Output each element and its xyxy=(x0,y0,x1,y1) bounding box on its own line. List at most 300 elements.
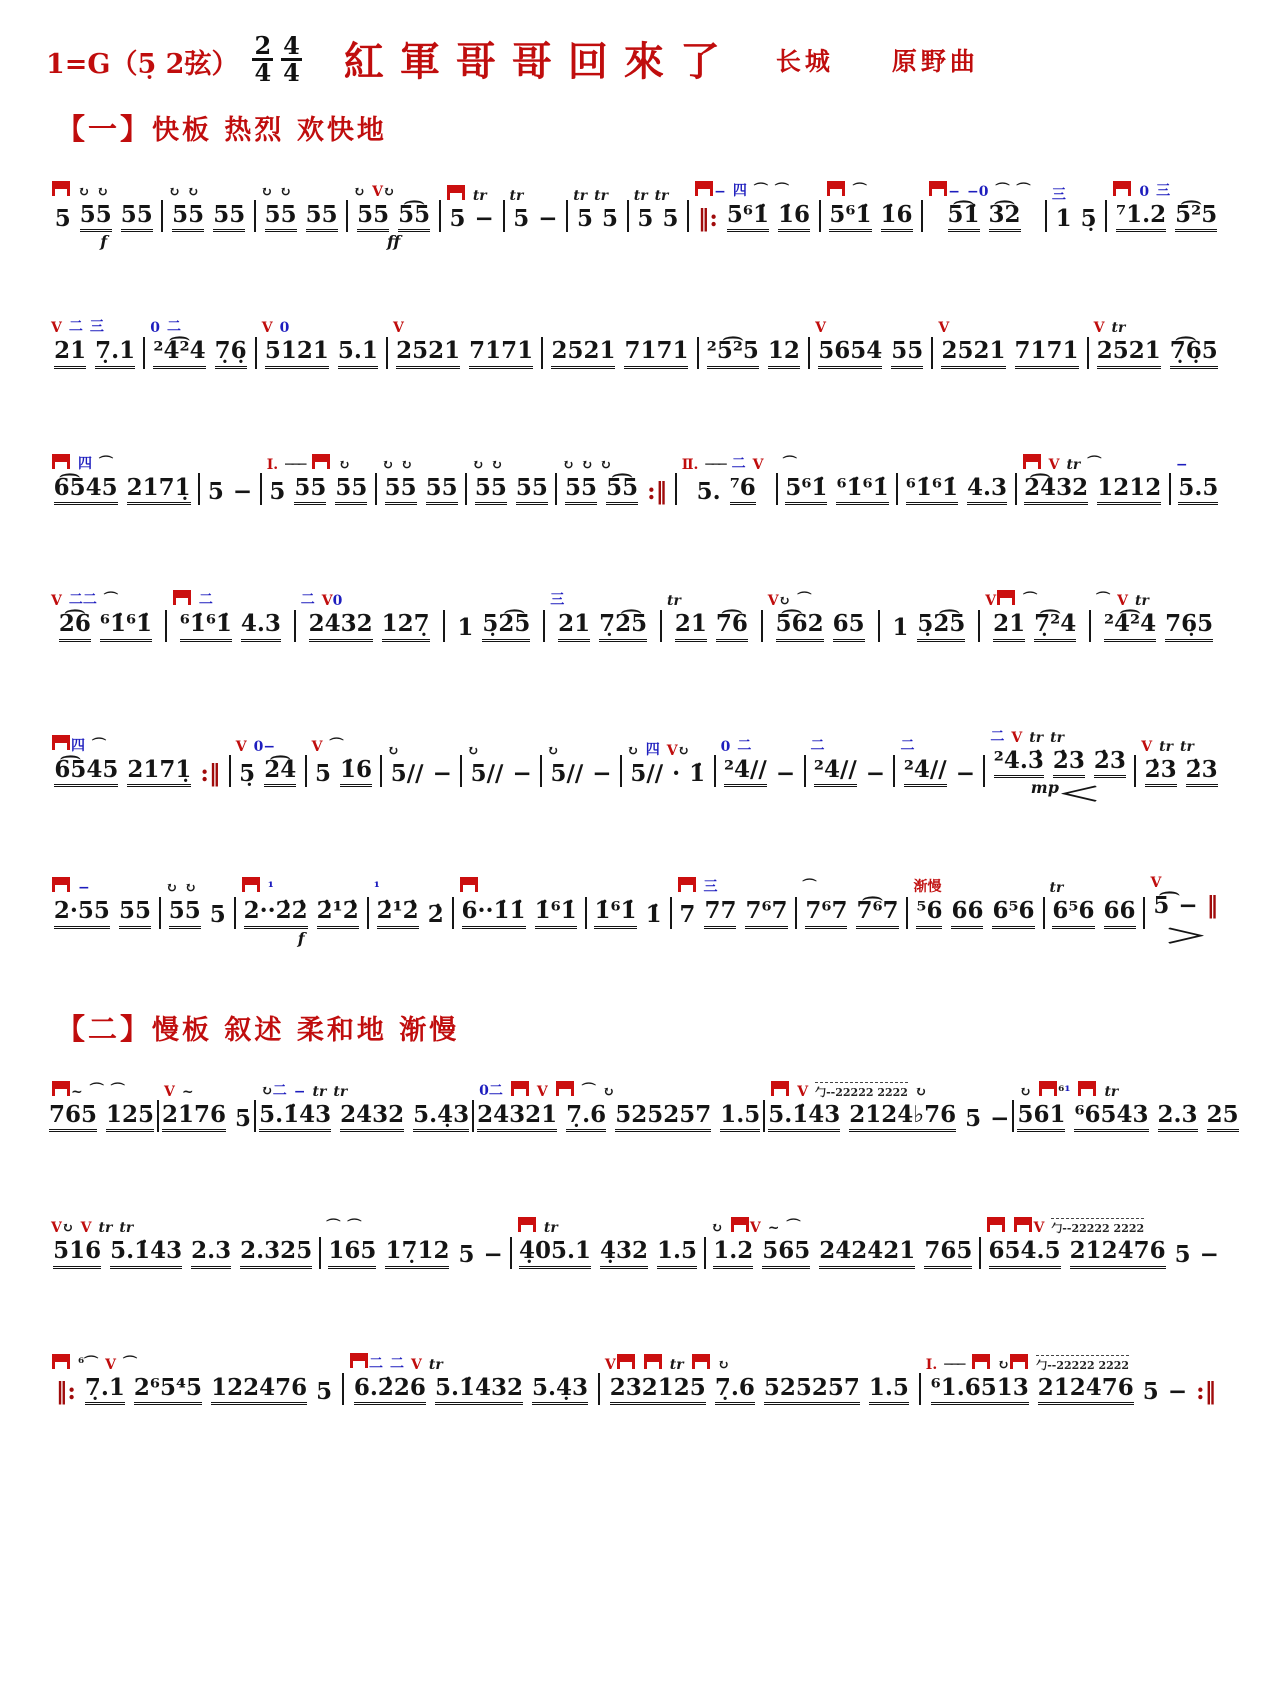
note-group: 5 xyxy=(269,477,286,505)
measure xyxy=(1045,870,1144,948)
measure-dynamics xyxy=(508,232,564,252)
bow-mark: ⌒ xyxy=(753,183,768,199)
measure xyxy=(46,310,143,388)
articulation-mark xyxy=(754,180,768,200)
articulation-mark xyxy=(517,1217,537,1236)
measure-dynamics xyxy=(590,929,667,949)
articulation-mark xyxy=(51,454,71,473)
articulation-mark xyxy=(582,1080,596,1100)
measure-notes xyxy=(692,202,816,232)
note-group: 1̇6 xyxy=(881,202,913,232)
finger-mark: 0 xyxy=(479,1082,489,1099)
measure-annotations xyxy=(299,583,440,609)
ornament-mark: t xyxy=(633,188,641,204)
bow-flag-icon xyxy=(997,590,1015,605)
bow-mark: ↻ xyxy=(261,1082,273,1099)
note-group: ²4͡²4 xyxy=(1104,611,1156,641)
bow-mark: ↻ xyxy=(1019,1083,1032,1100)
measure-notes xyxy=(1048,898,1141,928)
note-group: − xyxy=(512,759,532,787)
measure-annotations xyxy=(719,729,801,755)
note-group: 2̇¹2̇ xyxy=(317,898,359,928)
measure-annotations xyxy=(49,447,195,473)
measure-dynamics xyxy=(781,505,893,525)
measure-annotations xyxy=(380,447,462,473)
finger-mark: 二 xyxy=(68,319,83,336)
bow-flag-icon xyxy=(617,1354,635,1369)
measure-notes xyxy=(571,206,623,232)
note-group: ⁶1.6513 xyxy=(931,1375,1029,1405)
measure-dynamics xyxy=(148,369,251,389)
note-group: 1.2 xyxy=(713,1238,753,1268)
articulation-mark xyxy=(280,184,292,200)
note-group: 1̇ xyxy=(689,759,706,787)
note-group: 7̣2͡5 xyxy=(599,611,647,641)
articulation-mark xyxy=(802,876,816,896)
up-bow-icon: V xyxy=(666,742,678,759)
note-group: 7͡⁶7 xyxy=(856,898,898,928)
finger-mark: 0 xyxy=(978,184,989,200)
note-group: 2͡6 xyxy=(59,611,91,641)
measure-dynamics xyxy=(632,232,684,252)
measure-notes xyxy=(162,1102,251,1132)
dynamic-mark: f xyxy=(297,928,305,948)
music-system xyxy=(46,1347,1226,1425)
measure-annotations xyxy=(984,1210,1223,1236)
articulation-mark xyxy=(1150,875,1161,891)
measure-notes xyxy=(926,202,1042,232)
note-group: 2432 xyxy=(340,1102,404,1132)
articulation-mark xyxy=(670,1357,684,1373)
measure-notes xyxy=(260,338,383,368)
articulation-mark xyxy=(691,1354,711,1373)
measure xyxy=(307,729,381,807)
articulation-mark xyxy=(111,1080,125,1100)
measure xyxy=(236,870,367,948)
ornament-mark: t xyxy=(98,1220,105,1237)
measure xyxy=(1145,865,1226,948)
dynamic-mark: mp xyxy=(1030,778,1059,798)
bow-mark: ⌒ xyxy=(329,737,344,754)
articulation-mark xyxy=(294,1084,306,1100)
ornament-mark: t xyxy=(667,593,674,610)
note-group: 525257 xyxy=(764,1375,860,1405)
bow-mark: ↻ xyxy=(581,456,593,473)
articulation-mark xyxy=(119,1220,133,1236)
bow-flag-icon xyxy=(312,454,330,469)
bow-flag-icon xyxy=(1078,1081,1096,1096)
measure-dynamics xyxy=(49,787,226,807)
note-group: 5 xyxy=(316,1377,333,1405)
articulation-mark xyxy=(768,1220,780,1236)
articulation-mark xyxy=(123,1353,137,1373)
finger-mark: 三 xyxy=(703,879,718,896)
bow-flag-icon xyxy=(242,877,260,892)
note-group: ²4∕∕ xyxy=(724,757,767,787)
measure xyxy=(980,583,1089,661)
articulation-mark xyxy=(261,1080,287,1100)
measure-notes xyxy=(809,757,891,787)
up-bow-icon: V xyxy=(321,593,333,610)
measure xyxy=(46,870,159,948)
bow-mark: ⌒ xyxy=(84,1355,99,1372)
measure-dynamics xyxy=(234,787,302,807)
measure xyxy=(46,1074,157,1152)
music-system xyxy=(46,1074,1239,1152)
note-group: 212476 xyxy=(1070,1238,1166,1268)
note-group: 7̣͡6̣5 xyxy=(1170,338,1218,368)
time-signatures xyxy=(252,28,301,85)
finger-mark: 二 xyxy=(82,592,97,609)
articulation-mark xyxy=(718,1357,730,1373)
articulation-mark xyxy=(1029,730,1043,746)
measure-notes xyxy=(170,611,291,641)
finger-mark: 二 xyxy=(737,737,752,754)
note-group: 55 xyxy=(565,475,597,505)
articulation-mark xyxy=(1019,1084,1031,1100)
measure-notes xyxy=(988,748,1131,778)
finger-mark: ¹ xyxy=(1064,1083,1071,1100)
note-group: 1212 xyxy=(1097,475,1161,505)
articulation-mark xyxy=(164,1084,175,1100)
articulation-mark xyxy=(261,184,273,200)
note-group: 7171 xyxy=(1015,338,1079,368)
bow-mark: ↻ xyxy=(677,742,690,759)
ornament-mark: r xyxy=(479,188,487,204)
measure-dynamics xyxy=(166,232,250,252)
up-bow-icon: V xyxy=(105,1356,117,1373)
note-group: ²4͡²4 xyxy=(153,338,205,368)
measure-annotations xyxy=(546,310,693,336)
articulation-mark xyxy=(605,1354,636,1373)
articulation-mark xyxy=(98,1220,112,1236)
articulation-mark xyxy=(900,735,914,755)
measure-annotations xyxy=(49,1347,339,1373)
ornament-mark: t xyxy=(472,188,480,204)
note-group: 5̣ xyxy=(1080,205,1097,232)
bow-mark: ↻ xyxy=(997,1356,1010,1373)
measure-annotations xyxy=(265,447,372,473)
up-bow-icon: V xyxy=(938,320,950,337)
measure xyxy=(662,583,761,661)
note-group: 3͡2 xyxy=(989,202,1021,232)
measure xyxy=(689,174,819,252)
articulation-mark xyxy=(594,188,608,204)
measure-notes xyxy=(800,898,903,928)
measure-annotations xyxy=(1050,178,1102,204)
ornament-mark: r xyxy=(579,188,588,204)
measure-annotations xyxy=(1148,865,1223,891)
up-bow-icon: V xyxy=(393,320,404,337)
volta-line: ─── xyxy=(705,456,725,473)
note-group: ²4∕∕ xyxy=(904,757,947,787)
measure-annotations xyxy=(924,1347,1223,1373)
decrescendo-hairpin: ＞ xyxy=(1163,923,1208,948)
measure-annotations xyxy=(310,729,378,755)
measure-annotations xyxy=(692,174,816,200)
finger-mark: 0 xyxy=(1139,184,1150,200)
measure xyxy=(981,1210,1226,1288)
ornament-mark: r xyxy=(673,593,681,610)
measure-notes xyxy=(477,1102,760,1132)
note-group: 5.1̇432 xyxy=(435,1375,523,1405)
articulation-mark xyxy=(555,1081,575,1100)
note-group: 5∕∕ xyxy=(390,759,424,787)
articulation-mark xyxy=(1180,739,1194,755)
articulation-mark xyxy=(90,316,104,336)
articulation-mark xyxy=(262,320,273,336)
measure xyxy=(1107,174,1226,252)
articulation-mark xyxy=(995,180,1009,200)
bow-mark: ↻ xyxy=(547,742,559,759)
note-group: 4̣32 xyxy=(600,1238,648,1268)
bow-mark: ↻ xyxy=(165,880,178,897)
finger-mark: 二 xyxy=(488,1082,503,1099)
articulation-mark xyxy=(329,735,343,755)
measure xyxy=(512,1210,704,1288)
note-group: 5⁶1̇ xyxy=(785,475,827,505)
measure-annotations xyxy=(1110,174,1223,200)
note-group: 6··1̇1̇ xyxy=(462,898,526,928)
bow-mark: ⌒ xyxy=(802,879,817,896)
ornament-mark: t xyxy=(1111,320,1118,337)
measure xyxy=(622,733,714,807)
bow-flag-icon xyxy=(52,877,70,892)
measure-annotations xyxy=(162,1074,251,1100)
articulation-mark xyxy=(51,593,62,609)
finger-mark: 二 xyxy=(900,737,915,754)
measure-annotations xyxy=(548,583,657,609)
note-group: 2521 xyxy=(1097,338,1161,368)
measure-annotations xyxy=(983,583,1086,609)
ornament-mark: r xyxy=(600,188,608,204)
note-group: ²5͡²5 xyxy=(707,338,759,368)
measure-notes xyxy=(1148,893,1223,919)
measure-dynamics xyxy=(883,642,976,662)
articulation-mark xyxy=(185,880,197,896)
measure xyxy=(763,583,878,661)
note-group: 2̇3 xyxy=(1053,748,1085,778)
note-group: 66 xyxy=(1104,898,1136,928)
articulation-mark xyxy=(646,739,660,759)
measure-dynamics xyxy=(324,1269,507,1289)
articulation-mark xyxy=(387,743,399,759)
bow-mark: ↻ xyxy=(490,456,503,473)
articulation-mark xyxy=(382,457,394,473)
measure-notes xyxy=(546,338,693,368)
articulation-mark xyxy=(667,743,690,759)
note-group: 2521 xyxy=(396,338,460,368)
note-group: 5∕∕ xyxy=(550,759,584,787)
articulation-mark xyxy=(677,877,697,896)
articulation-mark xyxy=(99,453,113,473)
measure-dynamics xyxy=(470,505,552,525)
measure-annotations xyxy=(259,1074,469,1100)
articulation-mark xyxy=(938,320,949,336)
ornament-mark: ~ xyxy=(767,1220,780,1237)
articulation-mark xyxy=(353,184,365,200)
finger-mark: 三 xyxy=(550,592,565,609)
articulation-mark xyxy=(928,181,960,200)
measure xyxy=(1047,178,1105,252)
note-group: 2··2̇2̇ xyxy=(244,898,308,928)
measure xyxy=(382,733,460,807)
measure xyxy=(145,310,254,388)
articulation-mark xyxy=(547,743,559,759)
measure-annotations xyxy=(680,447,773,473)
articulation-mark xyxy=(338,457,350,473)
note-group: 7̣.6 xyxy=(715,1375,755,1405)
articulation-mark xyxy=(826,181,846,200)
note-group: 55 xyxy=(294,475,326,505)
measure-dynamics xyxy=(988,778,1131,807)
articulation-mark xyxy=(510,188,524,204)
measure xyxy=(369,870,452,948)
measure-notes xyxy=(898,757,980,787)
articulation-mark xyxy=(69,316,83,336)
articulation-mark xyxy=(1104,1084,1118,1100)
bow-flag-icon xyxy=(678,877,696,892)
articulation-mark xyxy=(374,880,380,896)
articulation-mark xyxy=(811,735,825,755)
repeat-barline: :‖ xyxy=(1196,1377,1217,1405)
measure-annotations xyxy=(508,178,564,204)
measure-annotations xyxy=(49,729,226,755)
articulation-mark xyxy=(815,320,826,336)
repeat-barline: :‖ xyxy=(200,759,221,787)
measure-dynamics xyxy=(465,787,537,807)
articulation-mark xyxy=(349,1353,383,1373)
measure-annotations xyxy=(324,1210,507,1236)
note-group: 7⁶7 xyxy=(805,898,847,928)
finger-mark: − xyxy=(78,880,90,897)
bow-flag-icon xyxy=(1113,181,1131,196)
finger-mark: 四 xyxy=(71,737,85,754)
time-signature-44: $\frac{4}{4}$ xyxy=(283,31,300,87)
bow-flag-icon xyxy=(1010,1354,1028,1369)
bow-flag-icon xyxy=(511,1081,529,1096)
articulation-mark xyxy=(166,880,178,896)
measure-dynamics xyxy=(299,642,440,662)
note-group: 565 xyxy=(762,1238,810,1268)
note-group: 2̇3 xyxy=(1094,748,1126,778)
ornament-mark: t xyxy=(312,1083,319,1100)
articulation-mark xyxy=(187,184,199,200)
measure-annotations xyxy=(148,310,251,336)
note-group: 1 xyxy=(1055,205,1072,232)
note-group: 2171̣ xyxy=(127,757,191,787)
articulation-mark xyxy=(172,590,192,609)
music-system xyxy=(46,865,1226,948)
bow-mark: ⌒ xyxy=(797,592,812,609)
note-group: 1̇6 xyxy=(778,202,810,232)
articulation-mark xyxy=(770,1081,790,1100)
up-bow-icon: V xyxy=(752,456,764,473)
volta-line: ─── xyxy=(285,456,305,473)
finger-mark: 二 xyxy=(990,728,1005,745)
articulation-mark xyxy=(312,739,323,755)
note-group: 654.5 xyxy=(989,1238,1061,1268)
articulation-mark xyxy=(51,735,85,755)
articulation-mark xyxy=(573,188,587,204)
measure-notes xyxy=(259,202,343,232)
measure xyxy=(821,174,922,252)
ornament-mark: t xyxy=(654,188,662,204)
articulation-mark xyxy=(1049,457,1060,473)
note-group: 5̣ xyxy=(239,759,256,787)
measure-dynamics xyxy=(49,369,140,389)
time-signature-24: $\frac{2}{4}$ xyxy=(254,31,272,87)
note-group: 5.4̣3 xyxy=(532,1375,588,1405)
ornament-mark: r xyxy=(1165,738,1174,755)
measure-annotations xyxy=(675,870,793,896)
music-system xyxy=(46,174,1226,252)
finger-mark: 三 xyxy=(1156,183,1171,199)
articulation-mark xyxy=(313,1084,327,1100)
measure-annotations xyxy=(448,583,541,609)
ornament-mark: t xyxy=(1180,738,1187,755)
measure-notes xyxy=(625,761,711,787)
measure-notes xyxy=(380,475,462,505)
measure-dynamics xyxy=(545,787,617,807)
bow-flag-icon xyxy=(447,185,465,200)
measure-annotations xyxy=(260,310,383,336)
music-system xyxy=(46,583,1226,661)
measure-notes xyxy=(548,611,657,641)
measure xyxy=(797,870,906,948)
note-group: 55 xyxy=(475,475,507,505)
measure xyxy=(1017,447,1169,525)
note-group: 1̇6 xyxy=(340,757,372,787)
note-group: 2͡432 xyxy=(1024,475,1088,505)
note-group: 5͡5 xyxy=(606,475,638,505)
note-group: ⁶1̇⁶1̇ xyxy=(836,475,888,505)
bow-mark: ↻ xyxy=(279,184,292,200)
up-bow-icon: V xyxy=(51,593,62,610)
measure-dynamics xyxy=(911,929,1039,949)
articulation-mark xyxy=(1050,880,1064,896)
measure-annotations xyxy=(1020,447,1166,473)
bow-mark: ↻ xyxy=(387,742,400,759)
note-group: 2̇3 xyxy=(1145,757,1177,787)
measure xyxy=(441,178,503,252)
measure-annotations xyxy=(571,178,623,204)
bow-flag-icon xyxy=(52,1081,70,1096)
note-group: 55 xyxy=(335,475,367,505)
note-group: ⁷1.2 xyxy=(1116,202,1166,232)
measure-annotations xyxy=(164,870,231,896)
measure-dynamics xyxy=(768,1132,1009,1152)
measure xyxy=(200,451,260,525)
measure-notes xyxy=(265,475,372,505)
measure xyxy=(256,174,346,252)
measure-annotations xyxy=(347,1347,595,1373)
note-group: 5̣2͡5 xyxy=(482,611,530,641)
bow-mark: ⌒ xyxy=(774,183,789,199)
measure-annotations xyxy=(560,447,671,473)
ornament-mark: t xyxy=(333,1083,340,1100)
measure-annotations xyxy=(926,174,1042,200)
ornament-mark: ~ xyxy=(71,1083,83,1100)
note-group: 7͡6 xyxy=(716,611,748,641)
articulation-mark xyxy=(1112,181,1132,200)
articulation-mark xyxy=(401,457,413,473)
ornament-mark: r xyxy=(516,188,524,204)
note-group: 1̇ xyxy=(645,901,662,929)
bow-mark: ↻ xyxy=(467,742,479,759)
finger-mark: 二 xyxy=(167,319,182,336)
ornament-mark: r xyxy=(1141,593,1149,610)
